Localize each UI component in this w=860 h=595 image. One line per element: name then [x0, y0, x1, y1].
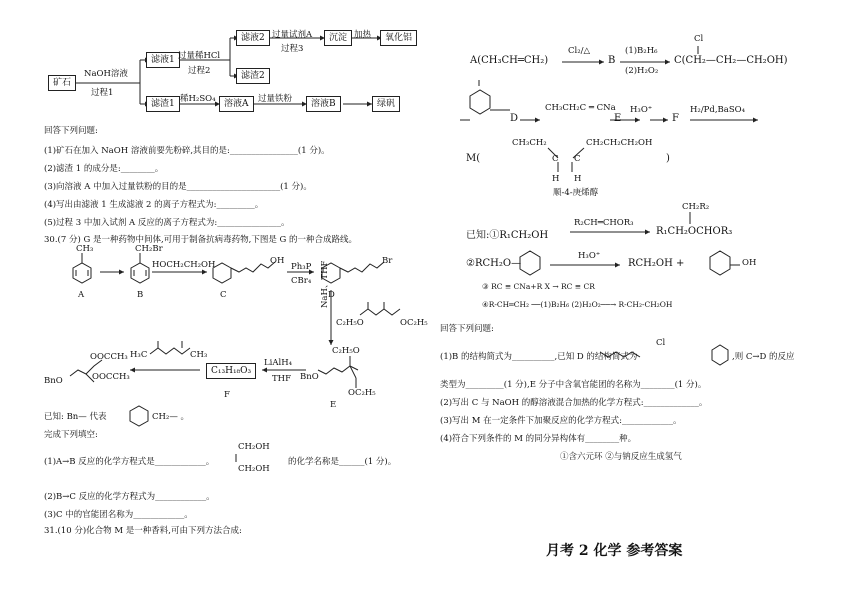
bn-note-post: CH₂— 。: [152, 412, 190, 422]
reagent-a-label: 过量试剂A: [272, 30, 313, 40]
nah-label: NaH、THF: [320, 260, 330, 308]
b-ch2br: CH₂Br: [135, 244, 163, 254]
right-b: B: [608, 55, 616, 66]
right-f: F: [672, 113, 679, 124]
process1-label: 过程1: [91, 88, 114, 98]
q30-2: (2)B→C 反应的化学方程式为____________。: [44, 492, 215, 502]
known-1-product: R₁CH₂OCHOR₃: [656, 226, 733, 237]
alumina-box: 氧化铝: [380, 30, 417, 46]
malonate-right: OC₂H₅: [400, 318, 428, 328]
label-a: A: [78, 290, 85, 300]
vitriol-box: 绿矾: [372, 96, 400, 112]
left-intro: 回答下列问题:: [44, 126, 98, 136]
q30-1-post: 的化学名称是______(1 分)。: [288, 457, 397, 467]
heat-label: 加热: [354, 30, 372, 40]
d-br: Br: [382, 256, 393, 266]
label-e: E: [330, 400, 337, 410]
known-3: ③ RC ≡ CNa+R X → RC ≡ CR: [482, 282, 595, 291]
right-h2o2: (2)H₂O₂: [625, 66, 659, 76]
right-q2: (2)写出 C 与 NaOH 的醇溶液混合加热的化学方程式:_____________。: [440, 398, 708, 408]
solution-b-box: 溶液B: [306, 96, 341, 112]
right-e: E: [614, 113, 622, 124]
right-q1: (1)B 的结构简式为__________,已知 D 的结构简式为: [440, 352, 638, 362]
malonate-left: C₂H₅O: [336, 318, 364, 328]
f-formula-box: C₁₃H₁₈O₃: [206, 363, 256, 379]
right-b2h6: (1)B₂H₆: [625, 46, 658, 56]
right-h3o: H₃O⁺: [630, 105, 653, 115]
reagent-cd-top: Ph₃P: [291, 262, 312, 272]
complete-label: 完成下列填空:: [44, 430, 98, 440]
m-h2: H: [574, 174, 582, 184]
known-1: 已知:①R₁CH₂OH: [466, 230, 549, 241]
right-q1-cl: Cl: [656, 338, 666, 348]
right-conditions: ①含六元环 ②与钠反应生成氢气: [560, 452, 682, 462]
lialh4-top: LiAlH₄: [264, 358, 293, 368]
a-ch3: CH₃: [76, 244, 94, 254]
ore-box: 矿石: [48, 75, 76, 91]
known-1-top: CH₂R₂: [682, 202, 710, 212]
precipitate-box: 沉淀: [324, 30, 352, 46]
h2so4-label: 稀H₂SO₄: [180, 94, 216, 104]
right-intro: 回答下列问题:: [440, 324, 494, 334]
right-q3: (3)写出 M 在一定条件下加聚反应的化学方程式:____________。: [440, 416, 682, 426]
m-c1: C: [552, 154, 559, 164]
right-q1b: 类型为_________(1 分),E 分子中含氧官能团的名称为________(1 分)。: [440, 380, 707, 390]
label-c: C: [220, 290, 227, 300]
e-top: C₂H₅O: [332, 346, 360, 356]
known-4: ④R-CH═CH₂ ──(1)B₂H₆ (2)H₂O₂──→ R-CH₂-CH₂OH: [482, 300, 673, 309]
known-2: ②RCH₂O—: [466, 258, 522, 269]
known-1-reagent: R₂CH═CHOR₃: [574, 218, 634, 228]
right-cl: Cl: [694, 34, 704, 44]
known-2-oh: OH: [742, 258, 757, 268]
glycol-top: CH₂OH: [238, 442, 270, 452]
g-top: OOCCH₃: [90, 352, 128, 362]
anhydride-right: CH₃: [190, 350, 208, 360]
filtrate1-box: 滤液1: [146, 52, 180, 68]
process2-label: 过程2: [188, 66, 211, 76]
m-c2: C: [574, 154, 581, 164]
m-open: M(: [466, 153, 481, 164]
known-2-reagent: H₃O⁺: [578, 251, 601, 261]
right-c: C(CH₂—CH₂—CH₂OH): [674, 55, 788, 66]
q30-3: (3)C 中的官能团名称为____________。: [44, 510, 193, 520]
m-h1: H: [552, 174, 560, 184]
right-cna: CH₃CH₂C ═ CNa: [545, 103, 616, 113]
naoh-label: NaOH溶液: [84, 69, 128, 79]
e-bn: BnO: [300, 372, 319, 382]
left-q2: (2)滤渣 1 的成分是:________。: [44, 164, 164, 174]
residue2-box: 滤渣2: [236, 68, 270, 84]
q30-header: 30.(7 分) G 是一种药物中间体,可用于制备抗病毒药物,下图是 G 的一种合成路线。: [44, 235, 358, 245]
bn-note-pre: 已知: Bn— 代表: [44, 412, 107, 422]
e-bottom: OC₂H₅: [348, 388, 376, 398]
right-d: D: [510, 113, 519, 124]
anhydride-left: H₃C: [130, 350, 148, 360]
right-q4: (4)符合下列条件的 M 的同分异构体有________种。: [440, 434, 637, 444]
reagent-cd-bottom: CBr₄: [291, 276, 312, 286]
m-name: 顺-4-庚烯醇: [553, 188, 599, 198]
reagent-bc: HOCH₂CH₂OH: [152, 260, 216, 270]
right-lindlar: H₂/Pd,BaSO₄: [690, 105, 746, 115]
residue1-box: 滤渣1: [146, 96, 180, 112]
label-f: F: [224, 390, 230, 400]
iron-label: 过量铁粉: [258, 94, 293, 104]
q30-1: (1)A→B 反应的化学方程式是____________。: [44, 457, 215, 467]
left-q5: (5)过程 3 中加入试剂 A 反应的离子方程式为:_______________。: [44, 218, 290, 228]
label-d: D: [328, 290, 335, 300]
right-cl2: Cl₂/△: [568, 46, 591, 56]
hcl-label: 过量稀HCl: [178, 51, 221, 61]
process3-label: 过程3: [281, 44, 304, 54]
c-oh: OH: [270, 256, 285, 266]
solution-a-box: 溶液A: [219, 96, 254, 112]
answer-title: 月考 2 化学 参考答案: [546, 543, 683, 559]
left-q4: (4)写出由滤液 1 生成滤液 2 的离子方程式为:_________。: [44, 200, 264, 210]
g-bottom: OOCCH₃: [92, 372, 130, 382]
m-close: ): [666, 153, 670, 164]
left-q3: (3)向溶液 A 中加入过量铁粉的目的是______________________(1 分)。: [44, 182, 312, 192]
left-q1: (1)矿石在加入 NaOH 溶液前要先粉碎,其目的是:________________(1 分)。: [44, 146, 330, 156]
lialh4-bottom: THF: [272, 374, 291, 384]
right-q1-end: ,则 C→D 的反应: [732, 352, 795, 362]
known-2-product: RCH₂OH +: [628, 258, 685, 269]
m-ch2ch2: CH₂CH₂CH₂OH: [586, 138, 653, 148]
m-ch3ch2: CH₃CH₂: [512, 138, 547, 148]
right-a: A(CH₃CH═CH₂): [470, 55, 549, 66]
q31-header: 31.(10 分)化合物 M 是一种香料,可由下列方法合成:: [44, 526, 242, 536]
label-b: B: [137, 290, 144, 300]
glycol-bottom: CH₂OH: [238, 464, 270, 474]
g-bn: BnO: [44, 376, 63, 386]
filtrate2-box: 滤液2: [236, 30, 270, 46]
